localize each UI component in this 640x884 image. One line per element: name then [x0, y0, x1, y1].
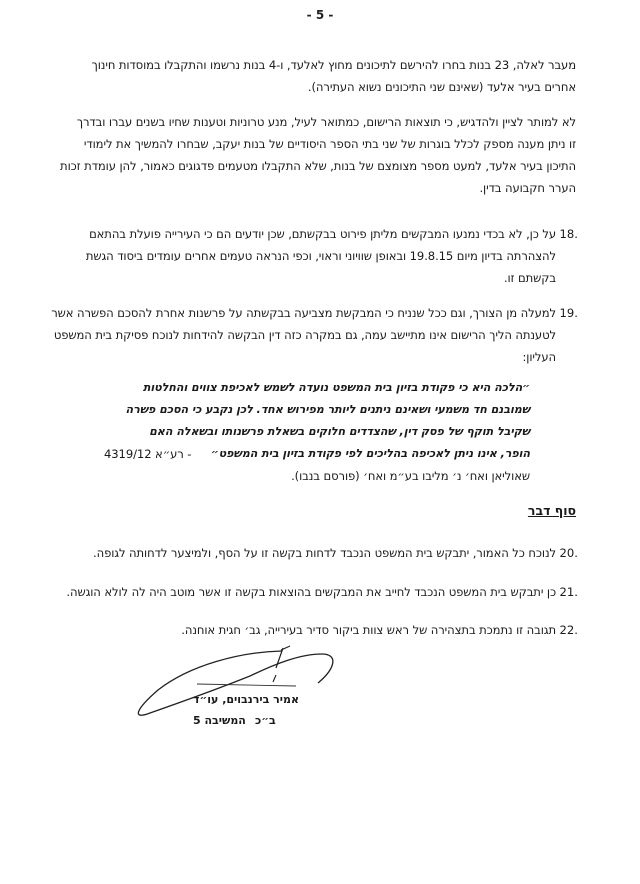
quote-line: הופר, אינו ניתן לאכיפה בהליכים לפי פקודת בזיון בית המשפט״ [210, 447, 530, 460]
text-line: התיכון בעיר אלעד, למעט מספר מצומצם של בנות, שלא התקבלו מטעמים פדגוגים כאמור, להן עומדת זכות [60, 159, 576, 173]
page-number: - 5 - [306, 8, 334, 22]
text-line: לא למותר לציין ולהדגיש, כי תוצאות הרישום, כמתואר לעיל, מנע טרוניות וטענות שחיו בשנים עברו ובדרך [76, 115, 576, 129]
text-line: מעבר לאלה, 23 בנות בחרו להירשם לתיכונים מחוץ לאלעד, ו-4 בנות נרשמו והתקבלו במוסדות חינוך [91, 58, 576, 72]
quote-line: ״הלכה היא כי פקודת בזיון בית המשפט נועדה לשמש לאכיפת צווים והחלטות [142, 381, 530, 394]
item-number: 18. [559, 227, 578, 241]
section-heading: סוף דבר [527, 503, 576, 518]
quote-line: שמובנם חד משמעי ושאינם ניתנים ליותר מפירוש אחד. לכן נקבע כי הסכם פשרה [125, 403, 530, 416]
text-line: כן יתבקש בית המשפט הנכבד לחייב את המבקשים בהוצאות בקשה זו אשר מוטב היה לה לולא הוגשה. [66, 585, 556, 599]
text-line: אחרים בעיר אלעד (שאינם שני התיכונים נשוא העתירה). [307, 80, 576, 94]
signer-role: המשיבה 5 [193, 714, 246, 727]
citation-inline: - רע״א 4319/12 [104, 447, 192, 461]
text-line: לנוכח כל האמור, יתבקש בית המשפט הנכבד לדחות בקשה זו על הסף, ולמיצער לדחותה לגופה. [93, 546, 556, 560]
item-number: 19. [559, 306, 578, 320]
quote-line: שקיבל תוקף של פסק דין, שהצדדים חלוקים בשאלת פרשנותו ובשאלה האם [149, 425, 530, 438]
citation-line: שאוליאן ואח׳ נ׳ מליבו בע״מ ואח׳ (פורסם בנבו). [291, 469, 530, 483]
item-number: 20. [559, 546, 578, 560]
text-line: על כן, לא בכדי נמנעו המבקשים מליתן פירוט בבקשתם, שכן יודעים הם כי העירייה פועלת בהתאם [89, 227, 556, 241]
text-line: למעלה מן הצורך, וגם ככל שנניח כי המבקשת מצביעה בבקשתה על פרשנות אחרת להסכם הפשרה אשר [51, 306, 556, 320]
text-line: הערר חקבועה בדין. [479, 181, 576, 195]
text-line: זו ניתן מענה מספק לכלל בוגרות של שני בתי הספר היסודיים של בנות יעקב, שבחרו להמשיך את לימודי [83, 137, 576, 151]
text-line: לטענתה הליך הרישום אינו מתיישב עמה, גם במקרה כזה דין הבקשה להידחות לנוכח פסיקת בית המשפט [53, 328, 556, 342]
signer-role-prefix: ב״כ [255, 714, 276, 727]
item-number: 21. [559, 585, 578, 599]
item-number: 22. [559, 623, 578, 637]
signer-name: אמיר בירנבוים, עו״ד [193, 693, 299, 706]
text-line: תגובה זו נתמכת בתצהירה של ראש צוות ביקור סדיר בעירייה, גב׳ חגית אוחנה. [181, 623, 556, 637]
text-line: להצהרתה בדיון מיום 19.8.15 ובאופן שוויוני וראוי, וכפי הנראה טעמים אחרים עומדים ביסוד הגשת [85, 249, 556, 263]
text-line: העליון: [522, 350, 556, 364]
text-line: בקשתם זו. [503, 271, 556, 285]
